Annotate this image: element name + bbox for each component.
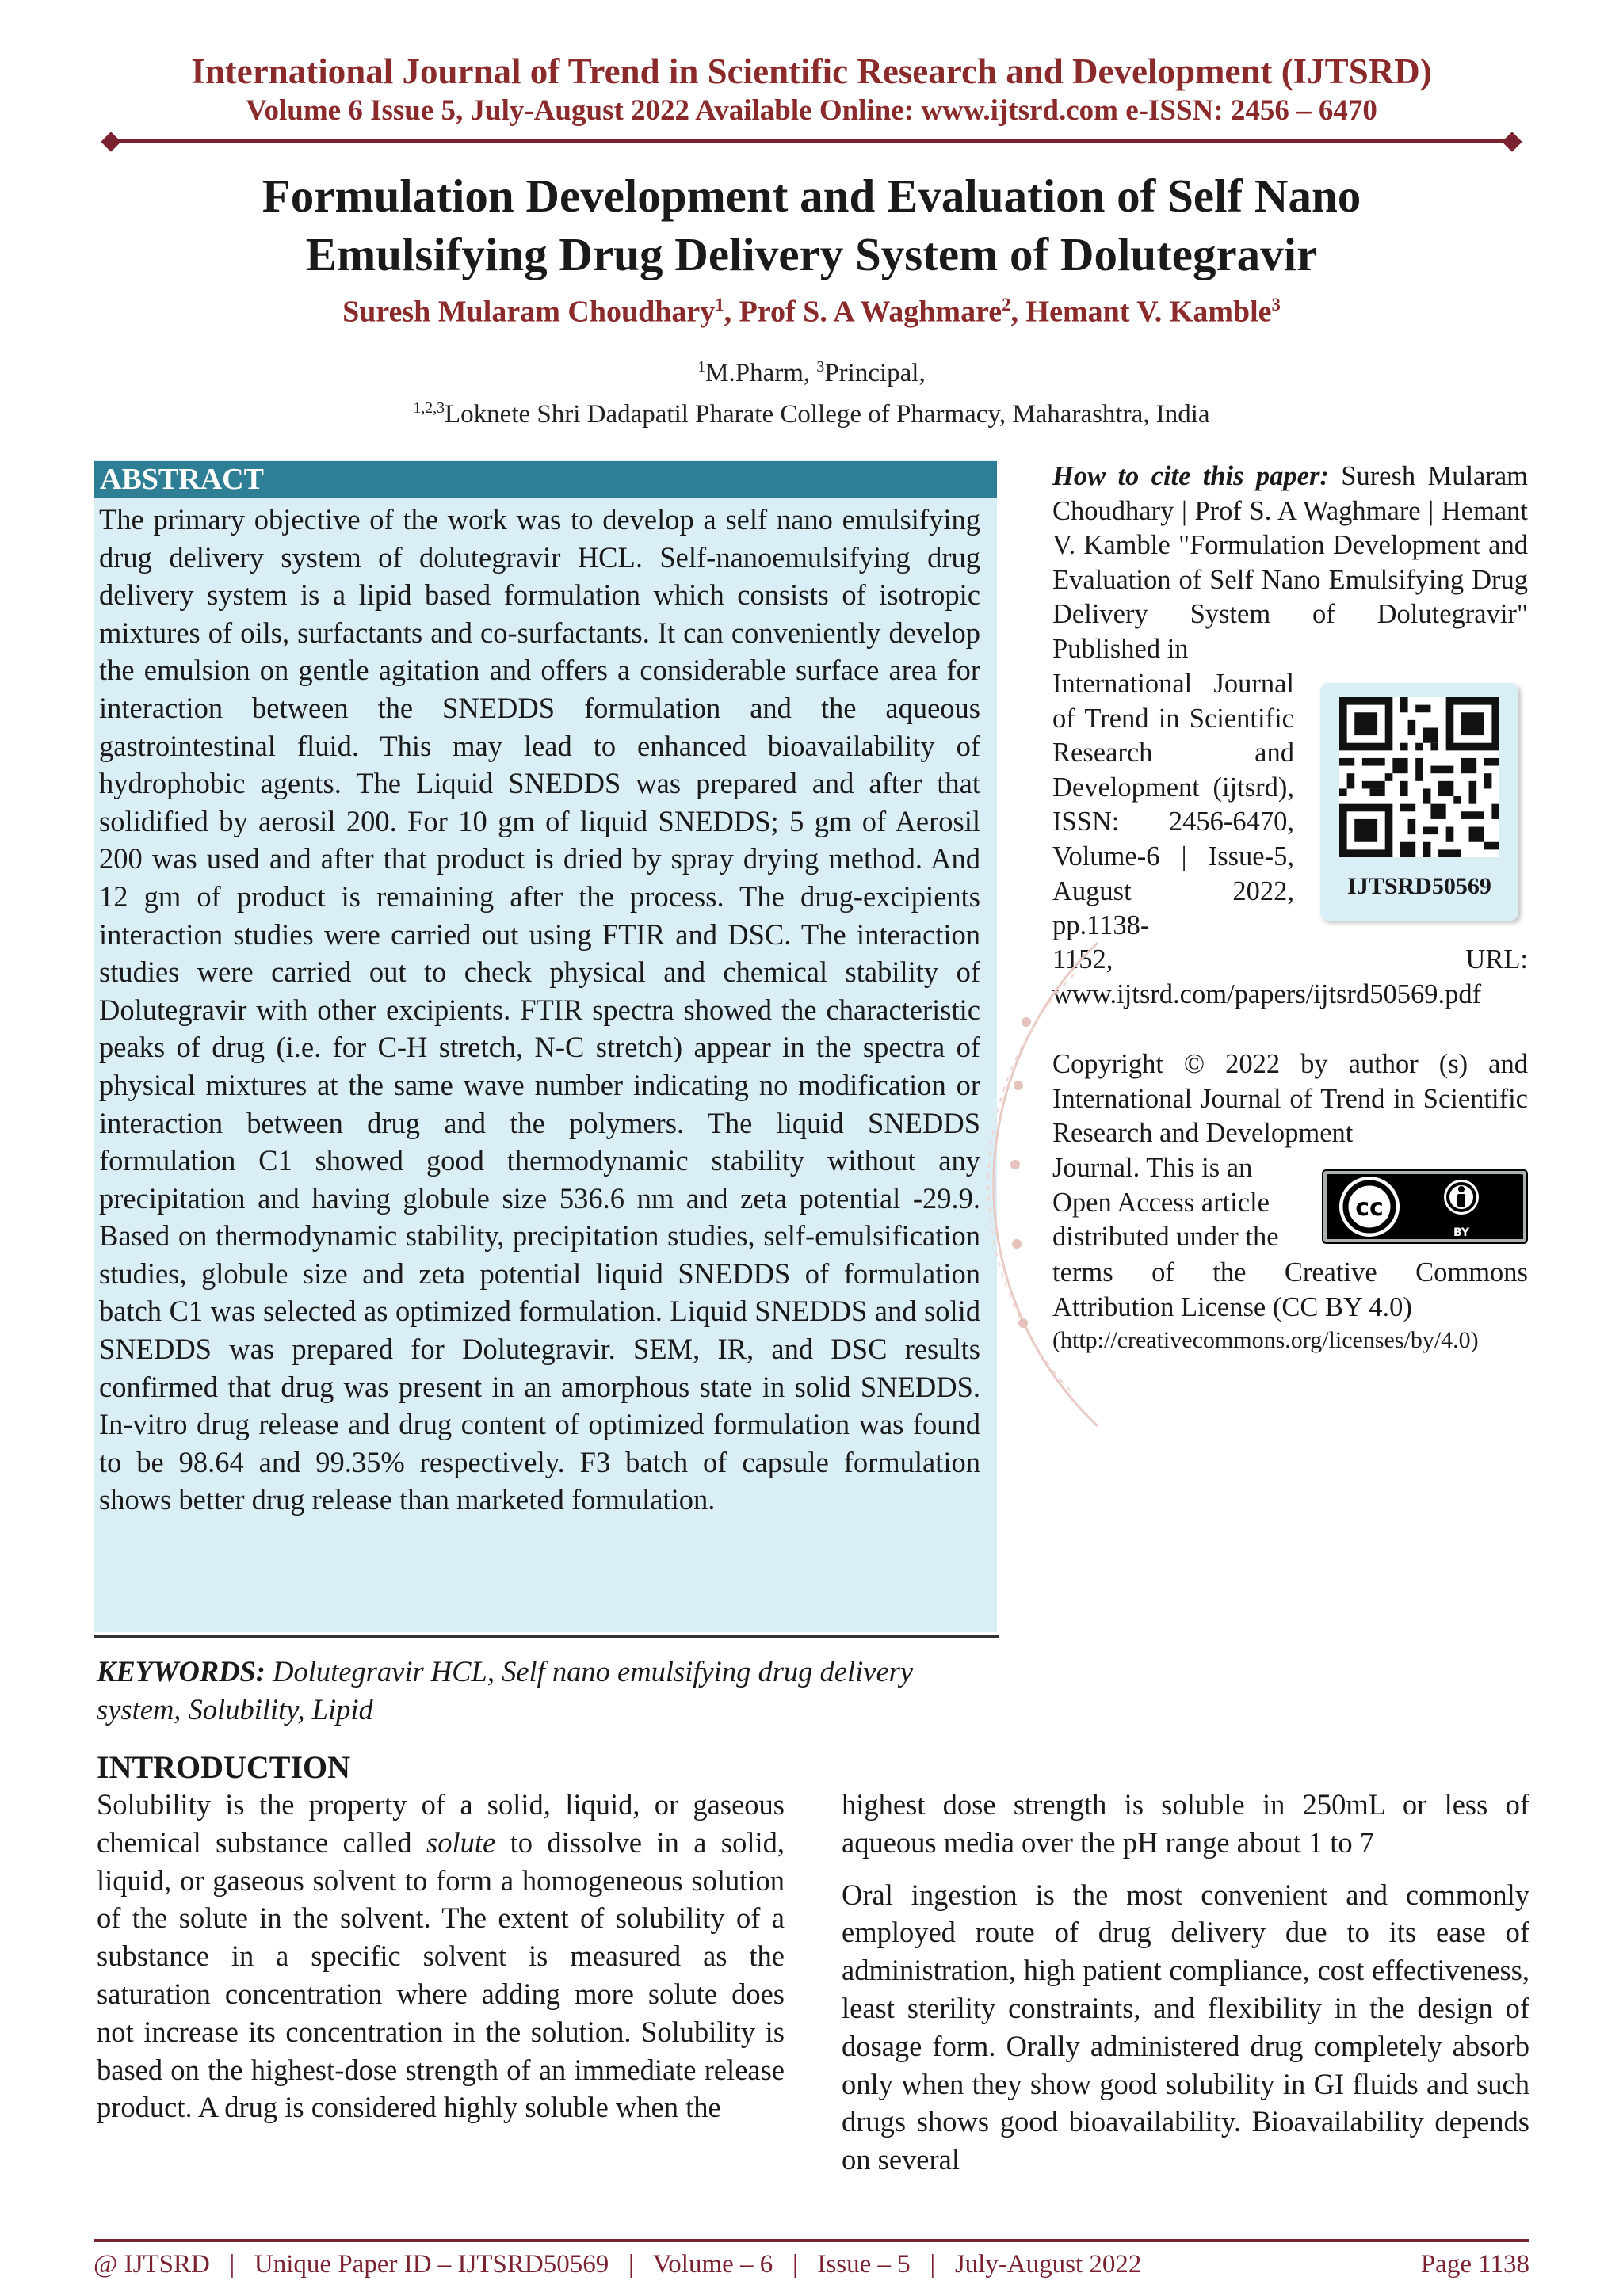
abstract-heading: ABSTRACT — [100, 463, 264, 496]
intro-right-paragraph-2: Oral ingestion is the most convenient and commonly employed route of drug delivery due to its ease of administration, high patient compliance, cost effectiveness, least sterility constraints, and flexibility in the design of dosage form. Orally administered drug completely absorb only when they show good solubility in GI fluids and such drugs shows good bioavailability. Bioavailability depends on several — [842, 1878, 1529, 2176]
author-2: , Prof S. A Waghmare — [724, 295, 1002, 329]
abstract-heading-bar — [94, 461, 997, 498]
license-url[interactable]: (http://creativecommons.org/licenses/by/4.0) — [1052, 1327, 1479, 1353]
role-sup-3: 3 — [816, 358, 825, 376]
introduction-heading: INTRODUCTION — [97, 1749, 351, 1785]
qr-code-icon — [1339, 697, 1499, 857]
intro-right-paragraph-1: highest dose strength is soluble in 250mL or less of aqueous media over the pH range about 1 to 7 — [842, 1788, 1529, 1859]
page-footer — [94, 2248, 1529, 2280]
role-1: M.Pharm, — [705, 359, 817, 387]
paper-title-line2: Emulsifying Drug Delivery System of Dolutegravir — [305, 228, 1318, 280]
page-number: Page 1138 — [1420, 2250, 1529, 2279]
intro-left-post: to dissolve in a solid, liquid, or gaseous solvent to form a homogeneous solution of the solute in the solvent. The extent of solubility of a substance in a specific solvent is measured as the saturation concentration where adding more solute does not increase its concentration in the solution. Solubility is based on the highest-dose strength of an immediate release product. A drug is considered highly soluble when the — [97, 1825, 785, 2124]
copyright-bottom: terms of the Creative Commons Attribution License (CC BY 4.0) — [1052, 1257, 1528, 1322]
citation-text-top: Suresh Mularam Choudhary | Prof S. A Waghmare | Hemant V. Kamble "Formulation Development and Evaluation of Self Nano Emulsifying Drug Delivery System of Dolutegravir" Published in — [1052, 461, 1528, 664]
paper-id-label: IJTSRD50569 — [1347, 873, 1491, 899]
author-3-sup: 3 — [1271, 295, 1281, 315]
institution — [0, 390, 1623, 433]
institution-sup: 1,2,3 — [413, 399, 445, 417]
footer-rule — [94, 2239, 1529, 2242]
cc-by-badge[interactable] — [1322, 1169, 1528, 1244]
journal-volume-line: Volume 6 Issue 5, July-August 2022 Available Online: www.ijtsrd.com e-ISSN: 2456 – 6470 — [246, 94, 1377, 127]
author-3: , Hemant V. Kamble — [1010, 295, 1272, 329]
citation-text-bottom: 1152, URL: www.ijtsrd.com/papers/ijtsrd50569.pdf — [1052, 944, 1528, 1009]
keywords-label: KEYWORDS: — [97, 1655, 265, 1688]
author-2-sup: 2 — [1002, 295, 1011, 315]
abstract-text: The primary objective of the work was to develop a self nano emulsifying drug delivery system of dolutegravir HCL. Self-nanoemulsifying drug delivery system is a lipid based formulation which consists of isotropic mixtures of oils, surfactants and co-surfactants. It can conveniently develop the emulsion on gentle agitation and offers a considerable surface area for interaction between the SNEDDS formulation and the aqueous gastrointestinal fluid. This may lead to enhanced bioavailability of hydrophobic agents. The Liquid SNEDDS was prepared and after that solidified by aerosil 200. For 10 gm of liquid SNEDDS; 5 gm of Aerosil 200 was used and after that product is dried by spray drying method. And 12 gm of product is remaining after the process. The drug-excipients interaction studies were carried out using FTIR and DSC. The interaction studies were carried out to check physical and chemical stability of Dolutegravir with other excipients. FTIR spectra showed the characteristic peaks of drug (i.e. for C-H stretch, N-C stretch) appear in the spectra of physical mixtures at the same wave number indicating no modification or interaction between drug and the polymers. The liquid SNEDDS formulation C1 showed good thermodynamic stability without any precipitation and having globule size 536.6 nm and zeta potential -29.9. Based on thermodynamic stability, precipitation studies, self-emulsification studies, globule size and zeta potential liquid SNEDDS of formulation batch C1 was selected as optimized formulation. Liquid SNEDDS and solid SNEDDS was prepared for Dolutegravir. SEM, IR, and DSC results confirmed that drug was present in an amorphous state in solid SNEDDS. In-vitro drug release and drug content of optimized formulation was found to be 98.64 and 99.35% respectively. F3 batch of capsule formulation shows better drug release than marketed formulation. — [99, 503, 980, 1516]
abstract-divider — [94, 1635, 999, 1638]
paper-title-line1: Formulation Development and Evaluation of Self Nano — [262, 170, 1361, 222]
introduction-left-column — [97, 1786, 785, 2126]
copyright-narrow: Journal. This is an Open Access article distributed under the — [1052, 1153, 1279, 1253]
role-sup-1: 1 — [697, 358, 706, 376]
journal-seal-watermark — [979, 927, 1106, 1442]
role-3: Principal, — [824, 359, 926, 387]
institution-name: Loknete Shri Dadapatil Pharate College of Pharmacy, Maharashtra, India — [445, 400, 1210, 429]
keywords — [97, 1653, 1000, 1729]
rule-left-ornament — [101, 132, 120, 151]
footer-text: @ IJTSRD | Unique Paper ID – IJTSRD50569 | Volume – 6 | Issue – 5 | July-August 2022 — [94, 2250, 1142, 2279]
svg-text:cc: cc — [1355, 1194, 1384, 1222]
journal-title: International Journal of Trend in Scientific Research and Development (IJTSRD) — [191, 51, 1432, 91]
svg-text:BY: BY — [1453, 1226, 1470, 1239]
rule-right-ornament — [1502, 132, 1522, 151]
keywords-text: Dolutegravir HCL, Self nano emulsifying drug delivery system, Solubility, Lipid — [97, 1655, 914, 1726]
header-rule — [111, 139, 1512, 143]
cc-by-icon — [1322, 1169, 1528, 1244]
intro-left-italic: solute — [426, 1825, 496, 1859]
author-list — [0, 285, 1623, 332]
paper-title — [95, 166, 1528, 284]
citation-label: How to cite this paper: — [1052, 461, 1329, 491]
introduction-right-column — [842, 1786, 1529, 2193]
author-1: Suresh Mularam Choudhary — [342, 295, 716, 329]
citation-text-narrow: International Journal of Trend in Scientific Research and Development (ijtsrd), ISSN: 2456-6470, Volume-6 | Issue-5, August 2022, pp.1138- — [1052, 669, 1294, 941]
citation-intro — [1052, 460, 1528, 667]
intro-left-pre: Solubility is the property of a solid, liquid, or gaseous chemical substance called — [97, 1788, 785, 1859]
copyright-top: Copyright © 2022 by author (s) and International Journal of Trend in Scientific Research and Development — [1052, 1049, 1528, 1149]
author-roles — [0, 349, 1623, 391]
author-1-sup: 1 — [715, 295, 724, 315]
